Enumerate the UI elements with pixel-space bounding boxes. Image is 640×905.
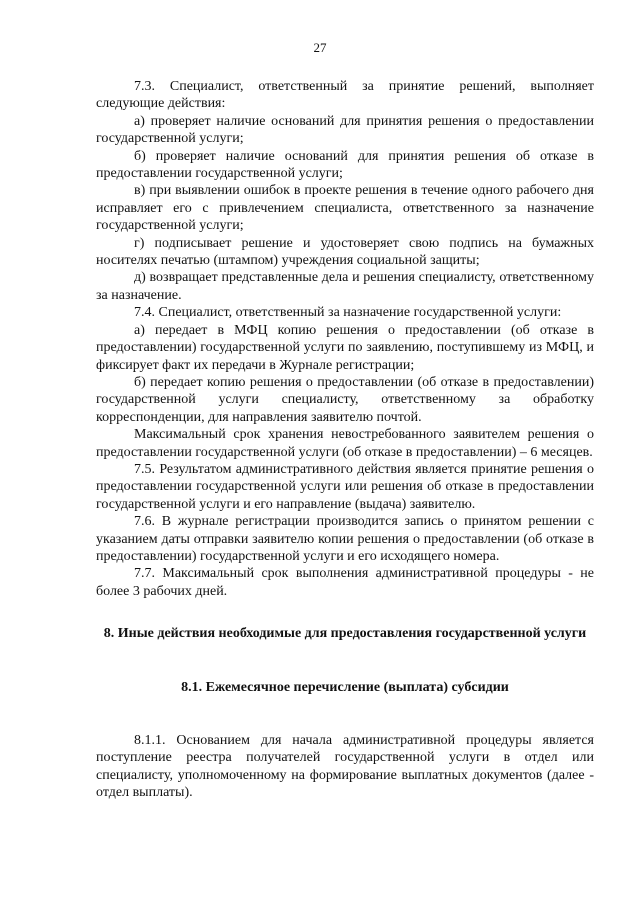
paragraph-7-3-d: д) возвращает представленные дела и решения специалисту, ответственному за назначение.: [96, 270, 594, 303]
paragraph-7-6: 7.6. В журнале регистрации производится запись о принятом решении с указанием даты отправки заявителю копии решения о предоставлении (об отказе в предоставлении) государственной услуги и его исходящего номера.: [96, 514, 594, 564]
subsection-heading: 8.1. Ежемесячное перечисление (выплата) субсидии: [181, 679, 509, 695]
paragraph-7-3-a: а) проверяет наличие оснований для принятия решения о предоставлении государственной услуги;: [96, 113, 594, 147]
paragraph-7-4-a: а) передает в МФЦ копию решения о предоставлении (об отказе в предоставлении) государственной услуги по заявлению, поступившему из МФЦ, и фиксирует факт их передачи в Журнале регистрации;: [96, 322, 594, 373]
page-number: 27: [313, 40, 327, 55]
paragraph-7-4: 7.4. Специалист, ответственный за назначение государственной услуги:: [134, 305, 562, 321]
paragraph-7-3-b: б) проверяет наличие оснований для принятия решения об отказе в предоставлении государственной услуги;: [96, 148, 594, 182]
paragraph-8-1-1: 8.1.1. Основанием для начала административной процедуры является поступление реестра получателей государственной услуги в отдел или специалисту, уполномоченному на формирование выплатных документов (далее - отдел выплаты).: [96, 733, 594, 801]
document-body: [96, 78, 594, 802]
paragraph-7-7: 7.7. Максимальный срок выполнения административной процедуры - не более 3 рабочих дней.: [96, 566, 594, 599]
paragraph-7-5: 7.5. Результатом административного действия является принятие решения о предоставлении государственной услуги или решения об отказе в предоставлении государственной услуги и его направление (выдача) заявителю.: [96, 461, 594, 512]
paragraph-7-4-b: б) передает копию решения о предоставлении (об отказе в предоставлении) государственной услуги специалисту, ответственному за обработку корреспонденции, для направления заявителю почтой.: [96, 374, 594, 425]
paragraph-7-3-g: г) подписывает решение и удостоверяет свою подпись на бумажных носителях печатью (штампом) учреждения социальной защиты;: [96, 235, 594, 269]
paragraph-7-3: 7.3. Специалист, ответственный за принятие решений, выполняет следующие действия:: [96, 79, 594, 112]
paragraph-7-3-v: в) при выявлении ошибок в проекте решения в течение одного рабочего дня исправляет его с привлечением специалиста, ответственного за назначение государственной услуги;: [96, 183, 594, 234]
paragraph-storage-term: Максимальный срок хранения невостребованного заявителем решения о предоставлении государственной услуги (об отказе в предоставлении) – 6 месяцев.: [96, 427, 594, 460]
section-heading: 8. Иные действия необходимые для предоставления государственной услуги: [103, 626, 587, 642]
